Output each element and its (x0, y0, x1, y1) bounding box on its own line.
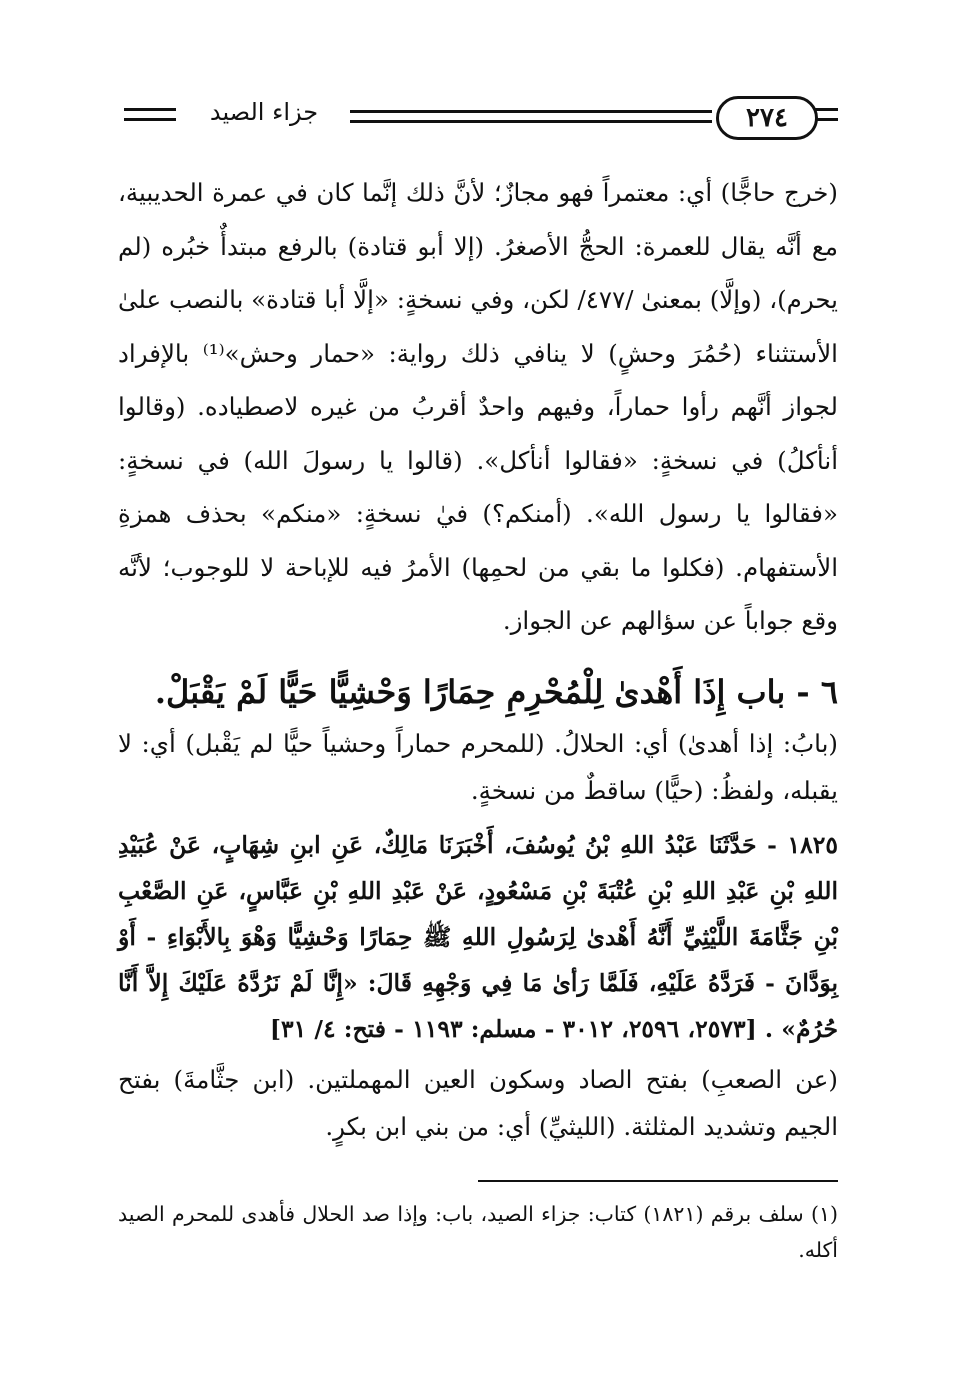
header-rule-left-top (124, 108, 176, 111)
hadith-text: ١٨٢٥ - حَدَّثَنَا عَبْدُ اللهِ بْنُ يُوسُفَ، أَخْبَرَنَا مَالِكٌ، عَنِ ابنِ شِهَابٍ، عَنْ عُبَيْدِ اللهِ بْنِ عَبْدِ اللهِ بْنِ عُتْبَةَ بْنِ مَسْعُودٍ، عَنْ عَبْدِ اللهِ بْنِ عَبَّاسٍ، عَنِ الصَّعْبِ بْنِ جَثَّامَةَ اللَّيْثِيِّ أَنَّهُ أَهْدىٰ لِرَسُولِ اللهِ ﷺ حِمَارًا وَحْشِيًّا وَهْوَ بِالأَبْوَاءِ - أَوْ بِوَدَّانَ - فَرَدَّهُ عَلَيْهِ، فَلَمَّا رَأىٰ مَا فِي وَجْهِهِ قَالَ: «إِنَّا لَمْ نَرُدَّهُ عَلَيْكَ إِلاَّ أَنَّا حُرُمٌ» . [٢٥٧٣، ٢٥٩٦، ٣٠١٢ - مسلم: ١١٩٣ - فتح: ٤/ ٣١] (118, 831, 838, 1043)
footnote: (١) سلف برقم (١٨٢١) كتاب: جزاء الصيد، باب: وإذا صد الحلال فأهدى للمحرم الصيد أكله. (118, 1202, 838, 1262)
footnote-divider (478, 1180, 838, 1182)
page-number: ٢٧٤ (716, 96, 818, 140)
commentary-paragraph-2: (بابُ: إذا أهدىٰ) أي: الحلالُ. (للمحرم حماراً وحشياً حيًّا لم يَقْبل) أي: لا يقبله، ولفظُ: (حيًّا) ساقطٌ من نسخةٍ. (118, 729, 838, 805)
running-title: جزاء الصيد (209, 98, 319, 126)
header-rule-mid-bottom (350, 120, 712, 123)
header-rule-mid-top (350, 110, 712, 113)
commentary-paragraph-1: (خرج حاجًّا) أي: معتمراً فهو مجازٌ؛ لأنَّ ذلك إنَّما كان في عمرة الحديبية، مع أنَّه يقال للعمرة: الحجُّ الأصغرُ. (إلا أبو قتادة) بالرفع مبتدأٌ خبُره (لم يحرم)، (وإلَّا) بمعنىٰ /٤٧٧/ لكن، وفي نسخةٍ: «إلَّا أبا قتادة» بالنصب علىٰ الأستثناء (حُمُرَ وحشٍ) لا ينافي ذلك رواية: «حمار وحش»⁽¹⁾ بالإفراد لجواز أنَّهم رأوا حماراً، وفيهم واحدٌ أقربُ من غيره لاصطياده. (وقالوا أنأكلُ) في نسخةٍ: «فقالوا أنأكل». (قالوا يا رسولَ الله) في نسخةٍ: «فقالوا يا رسول الله». (أمنكم؟) فيٰ نسخةٍ: «منكم» بحذف همزةِ الأستفهام. (فكلوا ما بقي من لحمِها) الأمرُ فيه للإباحة لا للوجوب؛ لأنَّه وقع جواباً عن سؤالهم عن الجواز. (118, 178, 838, 635)
chapter-heading: ٦ - باب إِذَا أَهْدىٰ لِلْمُحْرِمِ حِمَارًا وَحْشِيًّا حَيًّا لَمْ يَقْبَلْ. (154, 673, 838, 711)
header-rule-left-bottom (124, 118, 176, 121)
commentary-paragraph-3: (عن الصعبِ) بفتح الصاد وسكون العين المهملتين. (ابن جثَّامةَ) بفتح الجيم وتشديد المثلثة. (الليثيِّ) أي: من بني ابن بكرٍ. (118, 1065, 838, 1141)
